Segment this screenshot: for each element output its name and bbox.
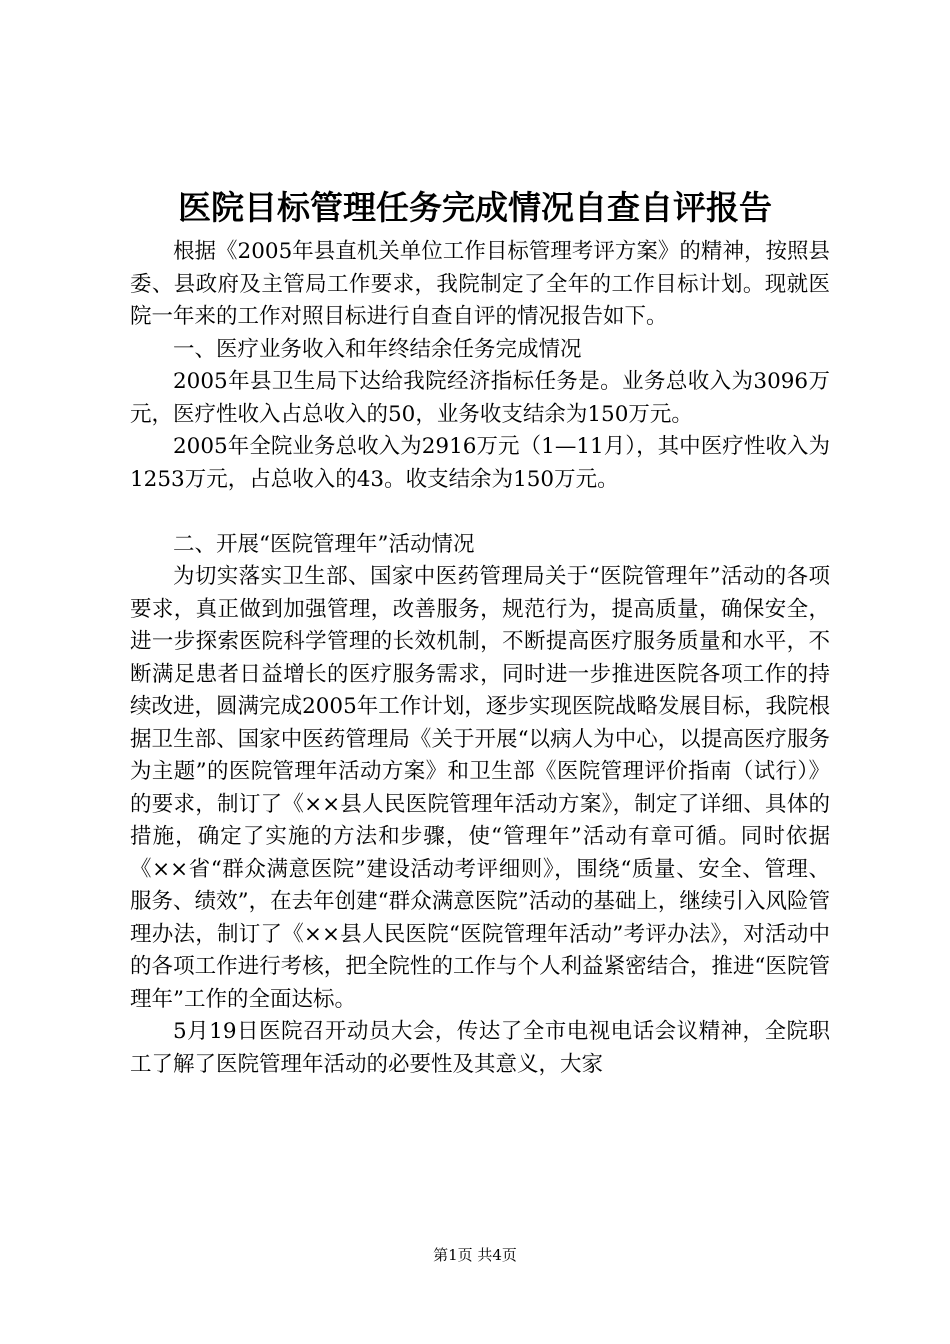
- page-number: 第1页 共4页: [433, 1246, 517, 1264]
- document-title: 医院目标管理任务完成情况自查自评报告: [178, 188, 772, 227]
- blank-line: [130, 496, 830, 529]
- paragraph-target: 2005年县卫生局下达给我院经济指标任务是。业务总收入为3096万元，医疗性收入占总收入的50，业务收支结余为150万元。: [130, 369, 830, 427]
- paragraph-management-year: 为切实落实卫生部、国家中医药管理局关于“医院管理年”活动的各项要求，真正做到加强管理，改善服务，规范行为，提高质量，确保安全，进一步探索医院科学管理的长效机制，不断提高医疗服务质量和水平，不断满足患者日益增长的医疗服务需求，同时进一步推进医院各项工作的持续改进，圆满完成2005年工作计划，逐步实现医院战略发展目标，我院根据卫生部、国家中医药管理局《关于开展“以病人为中心，以提高医疗服务为主题”的医院管理年活动方案》和卫生部《医院管理评价指南（试行）》的要求，制订了《××县人民医院管理年活动方案》，制定了详细、具体的措施，确定了实施的方法和步骤，使“管理年”活动有章可循。同时依据《××省“群众满意医院”建设活动考评细则》，围绕“质量、安全、管理、服务、绩效”，在去年创建“群众满意医院”活动的基础上，继续引入风险管理办法，制订了《××县人民医院“医院管理年活动”考评办法》，对活动中的各项工作进行考核，把全院性的工作与个人利益紧密结合，推进“医院管理年”工作的全面达标。: [130, 564, 830, 1012]
- paragraph-intro: 根据《2005年县直机关单位工作目标管理考评方案》的精神，按照县委、县政府及主管局工作要求，我院制定了全年的工作目标计划。现就医院一年来的工作对照目标进行自查自评的情况报告如下。: [130, 239, 830, 329]
- section-heading-2: 二、开展“医院管理年”活动情况: [173, 531, 475, 557]
- document-body: [130, 236, 830, 1081]
- paragraph-mobilization: 5月19日医院召开动员大会，传达了全市电视电话会议精神，全院职工了解了医院管理年活动的必要性及其意义，大家: [130, 1019, 830, 1077]
- section-heading-1: 一、医疗业务收入和年终结余任务完成情况: [173, 336, 582, 362]
- paragraph-actual: 2005年全院业务总收入为2916万元（1—11月），其中医疗性收入为1253万元，占总收入的43。收支结余为150万元。: [130, 434, 830, 492]
